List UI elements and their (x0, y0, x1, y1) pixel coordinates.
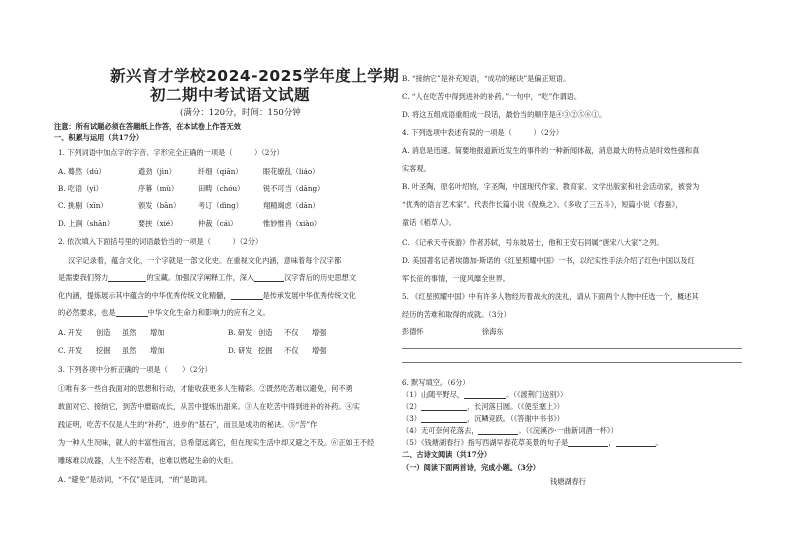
q2-para-2a: 是需要我们努力 (58, 273, 109, 282)
q2-opt-d-1: D. 研发 (228, 346, 253, 355)
q6-line-3b: ，沉鳞竞跃。（《答谢中书书》） (466, 414, 564, 423)
q2-opt-d-4: 增强 (312, 346, 327, 355)
q2-para-1: 汉字记录着，蕴含文化，一个字就是一部文化史。在重视文化内涵，意味着每个汉字都 (68, 256, 342, 265)
q5-answer-line-2[interactable] (402, 362, 742, 363)
q2-para-3 (58, 291, 356, 300)
q2-opt-b-4: 增强 (312, 328, 327, 337)
q1-opt-d-3: 仲裁（cái） (198, 219, 238, 228)
q6-line-4a: （4）无可奈何花落去， (402, 426, 479, 435)
q6-line-5b: ， (608, 438, 616, 447)
q4-opt-a-2: 实客观。 (402, 164, 431, 173)
q2-opt-a-1: A. 开发 (58, 328, 83, 337)
q1-opt-b-4: 锐不可当（dāng） (263, 184, 325, 193)
q1-opt-c-4: 翔精竭虑（dān） (263, 201, 320, 210)
q4-stem: 4. 下列选项中表述有误的一项是（ ）（2分） (402, 128, 564, 137)
q2-opt-d-2: 挖掘 (258, 346, 273, 355)
q2-opt-a-4: 增加 (150, 328, 165, 337)
q2-blank-2[interactable] (254, 281, 284, 282)
q6-line-3a: （3） (402, 414, 421, 423)
q4-opt-d-1: D. 美国著名记者埃德加·斯诺的《红星照耀中国》一书，以纪实性手法介绍了红色中国以及红 (402, 256, 695, 265)
q3-opt-b: B. “接纳它”是补充短语，“成功的秘诀”是偏正短语。 (402, 74, 571, 83)
q6-line-5a: （5）《钱塘湖春行》指写西湖早春花草美景的句子是 (402, 438, 569, 447)
q6-blank-2[interactable] (421, 410, 467, 411)
q5-answer-line-1[interactable] (402, 348, 742, 349)
q6-line-3 (402, 414, 564, 423)
q5-stem-1: 5. 《红星照耀中国》中有许多人物经历着战火的洗礼，请从下面两个人物中任选一个，概述其 (402, 292, 699, 301)
q4-opt-b-1: B. 叶圣陶，原名叶绍钧，字圣陶，中国现代作家、教育家、文学出版家和社会活动家，被誉为 (402, 182, 700, 191)
q5-stem-2: 经历的苦难和取得的成就。（3分） (402, 310, 511, 319)
q6-blank-6[interactable] (616, 446, 656, 447)
q4-opt-b-2: “优秀的语言艺术家”。代表作长篇小说《倪焕之》、《多收了三五斗》，短篇小说《春蚕》， (402, 200, 683, 209)
poem-title: 钱塘湖春行 (550, 477, 586, 486)
q2-opt-b-1: B. 研发 (228, 328, 253, 337)
q6-stem: 6. 默写填空。（6分） (402, 378, 470, 387)
q6-line-4b: 。（《浣溪沙·一曲新词酒一杯》） (518, 426, 618, 435)
section-2-sub-1: （一）阅读下面两首诗，完成小题。（3分） (402, 463, 540, 472)
q6-blank-1[interactable] (464, 398, 506, 399)
q3-para-2: 敢面对它、接纳它，到苦中磨砺成长，从苦中提炼出甜来。③人在吃苦中得到进补的补药。④实 (58, 402, 360, 411)
q2-para-3a: 化内涵，提炼展示其中蕴含的中华优秀传统文化精髓， (58, 291, 231, 300)
q2-blank-4[interactable] (116, 316, 148, 317)
q6-line-2a: （2） (402, 402, 421, 411)
q2-para-4a: 的必然要求，也是 (58, 308, 116, 317)
q6-blank-4[interactable] (478, 434, 518, 435)
q2-stem: 2. 依次填入下面括号里的词语最恰当的一项是（ ）（2分） (58, 237, 263, 246)
q2-para-4b: 中华文化生命力和影响力的应有之义。 (147, 308, 270, 317)
q3-para-4: 为一种人生况味，就人的丰富性而言，总希望远离它，但在现实生活中却又避之不及。⑥正如王不经 (58, 438, 375, 447)
q1-opt-d-4: 惟妙惟肖（xiào） (263, 219, 322, 228)
q2-opt-c-4: 增加 (150, 346, 165, 355)
q6-line-1 (402, 390, 567, 399)
q2-opt-b-2: 创造 (258, 328, 273, 337)
q4-opt-d-2: 军长征的事情，一度风靡全世界。 (402, 274, 510, 283)
section-1-heading: 一、积累与运用（共17分） (54, 133, 144, 142)
q2-para-2 (58, 273, 356, 282)
q2-blank-3[interactable] (231, 299, 263, 300)
q6-line-2 (402, 402, 564, 411)
q3-opt-a: A. “避免”是动词，“不仅”是连词，“的”是助词。 (58, 475, 212, 484)
q1-opt-d-2: 要挟（xié） (138, 219, 178, 228)
q1-opt-a-3: 纤细（qiān） (198, 167, 243, 176)
title-line-2: 初二期中考试语文试题 (150, 86, 311, 104)
q2-opt-a-2: 创造 (96, 328, 111, 337)
q3-opt-c: C. “人在吃苦中得到进补的补药。”一句中，“吃”作谓语。 (402, 92, 582, 101)
q2-para-2c: 汉字背后的历史思想文 (284, 273, 357, 282)
q4-opt-a-1: A. 消息是迅速、简要地报道新近发生的事件的一种新闻体裁，消息最大的特点是时效性强和真 (402, 146, 700, 155)
q1-opt-a-1: A. 蓦然（dú） (58, 167, 106, 176)
title-line-1: 新兴育才学校2024-2025学年度上学期 (110, 67, 400, 85)
q1-opt-c-2: 颁发（bān） (138, 201, 181, 210)
q2-opt-b-3: 不仅 (284, 328, 299, 337)
q2-opt-c-1: C. 开发 (58, 346, 83, 355)
q3-para-3: 践证明，吃苦不仅是人生的“补药”，进步的“基石”，而且是成功的秘诀。⑤“苦”作 (58, 420, 318, 429)
q6-line-5 (402, 438, 663, 447)
q6-line-1a: （1）山随平野尽， (402, 390, 465, 399)
q1-opt-a-2: 遒劲（jìn） (138, 167, 176, 176)
q3-opt-d: D. 将这五组成语重组成一段话，最恰当的顺序是④③②⑤⑥①。 (402, 110, 607, 119)
q3-para-1: ①唯有多一些自我面对的思想和行动，才能收获更多人生精彩。②既然吃苦难以避免，何不勇 (58, 384, 353, 393)
q2-opt-c-3: 虽然 (122, 346, 137, 355)
q2-opt-a-3: 虽然 (122, 328, 137, 337)
q4-opt-c-1: C. 《记承天寺夜游》作者苏轼，号东坡居士，他和王安石同属“唐宋八大家”之列。 (402, 238, 664, 247)
q5-name-2: 徐海东 (482, 327, 504, 336)
q6-line-4 (402, 426, 618, 435)
q1-opt-c-1: C. 挑剔（xīn） (58, 201, 108, 210)
q6-line-2b: ，长河落日圆。（《使至塞上》） (466, 402, 564, 411)
q6-blank-3[interactable] (421, 422, 467, 423)
q1-stem: 1. 下列词语中加点字的字音、字形完全正确的一项是（ ）（2分） (58, 148, 284, 157)
q6-line-5c: 。 (655, 438, 663, 447)
q2-para-3b: 是传承发展中华优秀传统文化 (262, 291, 356, 300)
q6-line-1b: 。（《渡荆门送别》） (506, 390, 568, 399)
q2-opt-d-3: 不仅 (284, 346, 299, 355)
q1-opt-b-2: 序幕（mù） (138, 184, 179, 193)
q1-opt-c-3: 考订（dìng） (198, 201, 243, 210)
q3-para-5: 雕琢难以成器，人生不经苦难，也难以燃起生命的火炬。 (58, 456, 238, 465)
q1-opt-a-4: 眼花缭乱（liáo） (263, 167, 320, 176)
q2-opt-c-2: 挖掘 (96, 346, 111, 355)
q5-name-1: 彭德怀 (402, 327, 424, 336)
q1-opt-b-3: 田畴（chóu） (198, 184, 245, 193)
q2-blank-1[interactable] (108, 281, 146, 282)
q1-opt-b-1: B. 吃语（yì） (58, 184, 103, 193)
section-2-heading: 二、古诗文阅读（共17分） (402, 450, 492, 459)
q6-blank-5[interactable] (568, 446, 608, 447)
q1-opt-d-1: D. 上涧（shān） (58, 219, 115, 228)
q2-para-4 (58, 308, 270, 317)
q3-stem: 3. 下列各项中分析正确的一项是（ ）（2分） (58, 365, 212, 374)
exam-meta: (满分：120分，时间：150分钟 (180, 108, 301, 118)
q2-para-2b: 的宝藏。加强汉字阐释工作，深入 (146, 273, 255, 282)
exam-notice: 注意：所有试题必须在答题纸上作答，在本试卷上作答无效 (54, 122, 241, 131)
q4-opt-b-3: 童话《稻草人》。 (402, 218, 456, 227)
